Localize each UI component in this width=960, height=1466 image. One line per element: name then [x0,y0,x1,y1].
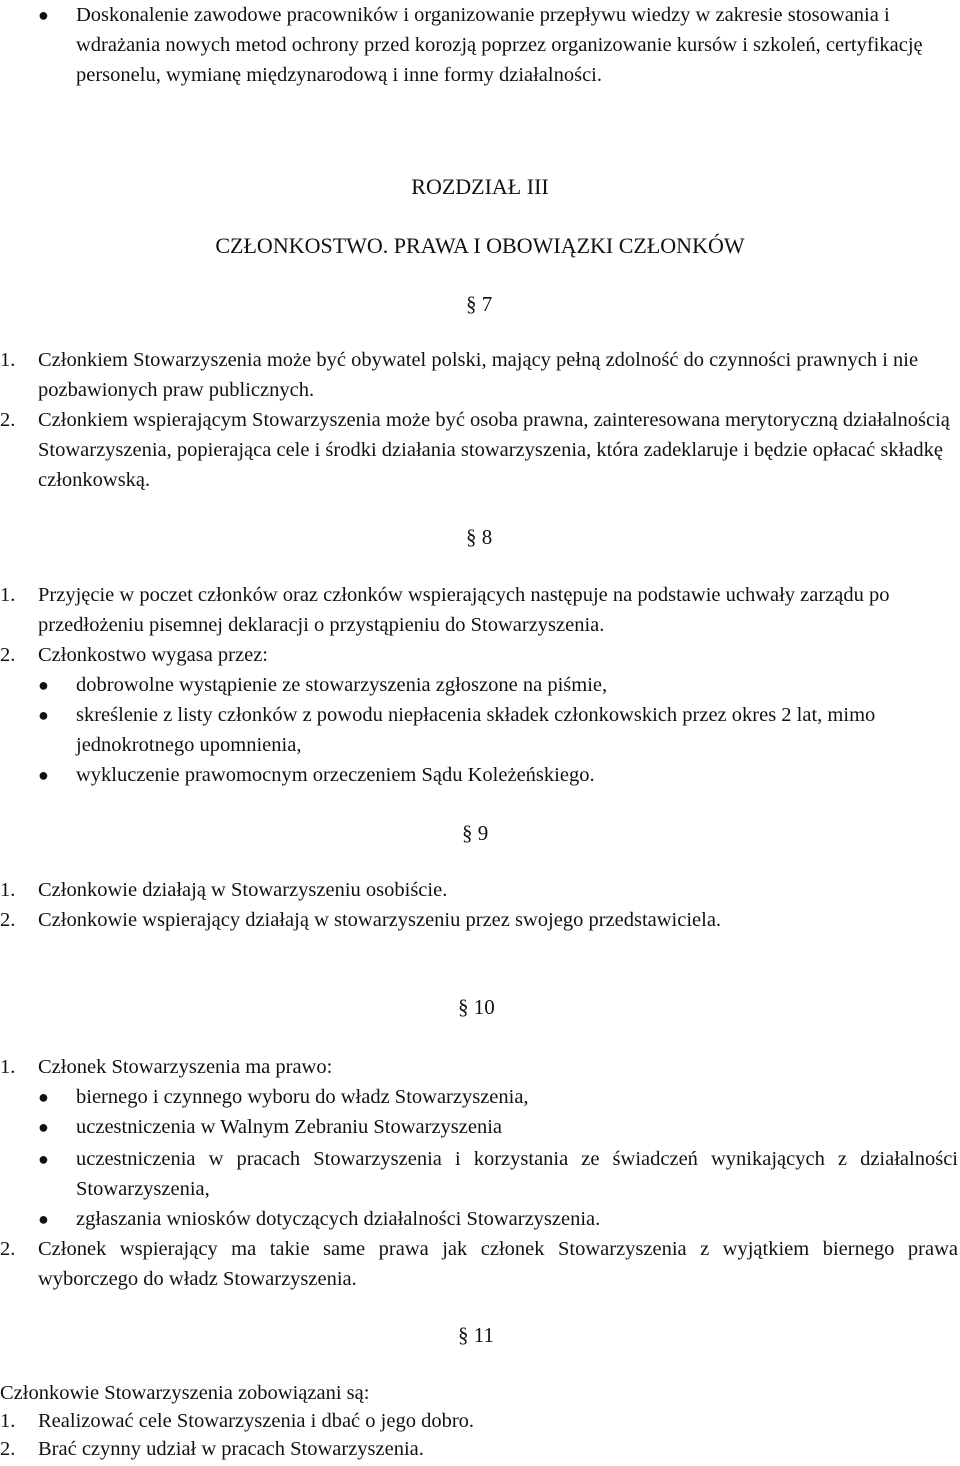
item-text: Przyjęcie w poczet członków oraz członków wspierających następuje na podstawie uchwały zarządu po przedłożeniu pisemnej deklaracji o przystąpieniu do Stowarzyszenia. [38,584,890,636]
section-mark-11: § 11 [458,1323,494,1347]
item-number: 2. [0,1438,16,1460]
bullet-text: uczestniczenia w Walnym Zebraniu Stowarzyszenia [76,1116,503,1138]
item-text: Członek wspierający ma takie same prawa jak członek Stowarzyszenia z wyjątkiem biernego prawa wyborczego do władz Stowarzyszenia. [38,1238,958,1290]
item-number: 1. [0,349,16,371]
item-number: 2. [0,909,16,931]
section-mark-7: § 7 [466,292,493,316]
bullet-icon: ● [38,765,49,785]
item-number: 1. [0,879,16,901]
item-text: Członkowie działają w Stowarzyszeniu osobiście. [38,879,448,901]
bullet-icon: ● [38,1149,49,1169]
section-mark-8: § 8 [466,525,493,549]
item-text: Członek Stowarzyszenia ma prawo: [38,1056,333,1078]
item-number: 2. [0,1238,16,1260]
chapter-number: ROZDZIAŁ III [411,174,549,199]
bullet-icon: ● [38,1209,49,1229]
item-text: Członkostwo wygasa przez: [38,644,268,666]
bullet-icon: ● [38,675,49,695]
bullet-text: Doskonalenie zawodowe pracowników i organizowanie przepływu wiedzy w zakresie stosowania i wdrażania nowych metod ochrony przed korozją poprzez organizowanie kursów i szkoleń, certyfikację personelu, wymianę międzynarodową i inne formy działalności. [76,4,923,86]
item-text: Członkowie wspierający działają w stowarzyszeniu przez swojego przedstawiciela. [38,909,722,931]
item-number: 2. [0,409,16,431]
item-number: 2. [0,644,16,666]
bullet-text: biernego i czynnego wyboru do władz Stowarzyszenia, [76,1086,529,1108]
bullet-icon: ● [38,705,49,725]
bullet-text: wykluczenie prawomocnym orzeczeniem Sądu Koleżeńskiego. [76,764,595,786]
item-text: Realizować cele Stowarzyszenia i dbać o jego dobro. [38,1410,475,1432]
item-number: 1. [0,1410,16,1432]
item-text: Członkiem Stowarzyszenia może być obywatel polski, mający pełną zdolność do czynności prawnych i nie pozbawionych praw publicznych. [38,349,919,401]
bullet-text: uczestniczenia w pracach Stowarzyszenia i korzystania ze świadczeń wynikających z działalności Stowarzyszenia, [76,1148,958,1200]
section-mark-9: § 9 [462,821,489,845]
section-mark-10: § 10 [458,995,495,1019]
chapter-title: CZŁONKOSTWO. PRAWA I OBOWIĄZKI CZŁONKÓW [215,233,745,258]
bullet-icon: ● [38,1117,49,1137]
item-number: 1. [0,584,16,606]
item-number: 1. [0,1056,16,1078]
bullet-text: skreślenie z listy członków z powodu niepłacenia składek członkowskich przez okres 2 lat, mimo jednokrotnego upomnienia, [76,704,876,756]
bullet-icon: ● [38,1087,49,1107]
item-text: Członkiem wspierającym Stowarzyszenia może być osoba prawna, zainteresowana merytoryczną działalnością Stowarzyszenia, popierająca cele i środki działania stowarzyszenia, która zadeklaruje i będzie opłacać składkę członkowską. [38,409,950,491]
bullet-text: zgłaszania wniosków dotyczących działalności Stowarzyszenia. [76,1208,601,1230]
section-lead: Członkowie Stowarzyszenia zobowiązani są: [0,1382,370,1404]
item-text: Brać czynny udział w pracach Stowarzyszenia. [38,1438,424,1460]
bullet-icon: ● [38,5,49,25]
bullet-text: dobrowolne wystąpienie ze stowarzyszenia zgłoszone na piśmie, [76,674,608,696]
